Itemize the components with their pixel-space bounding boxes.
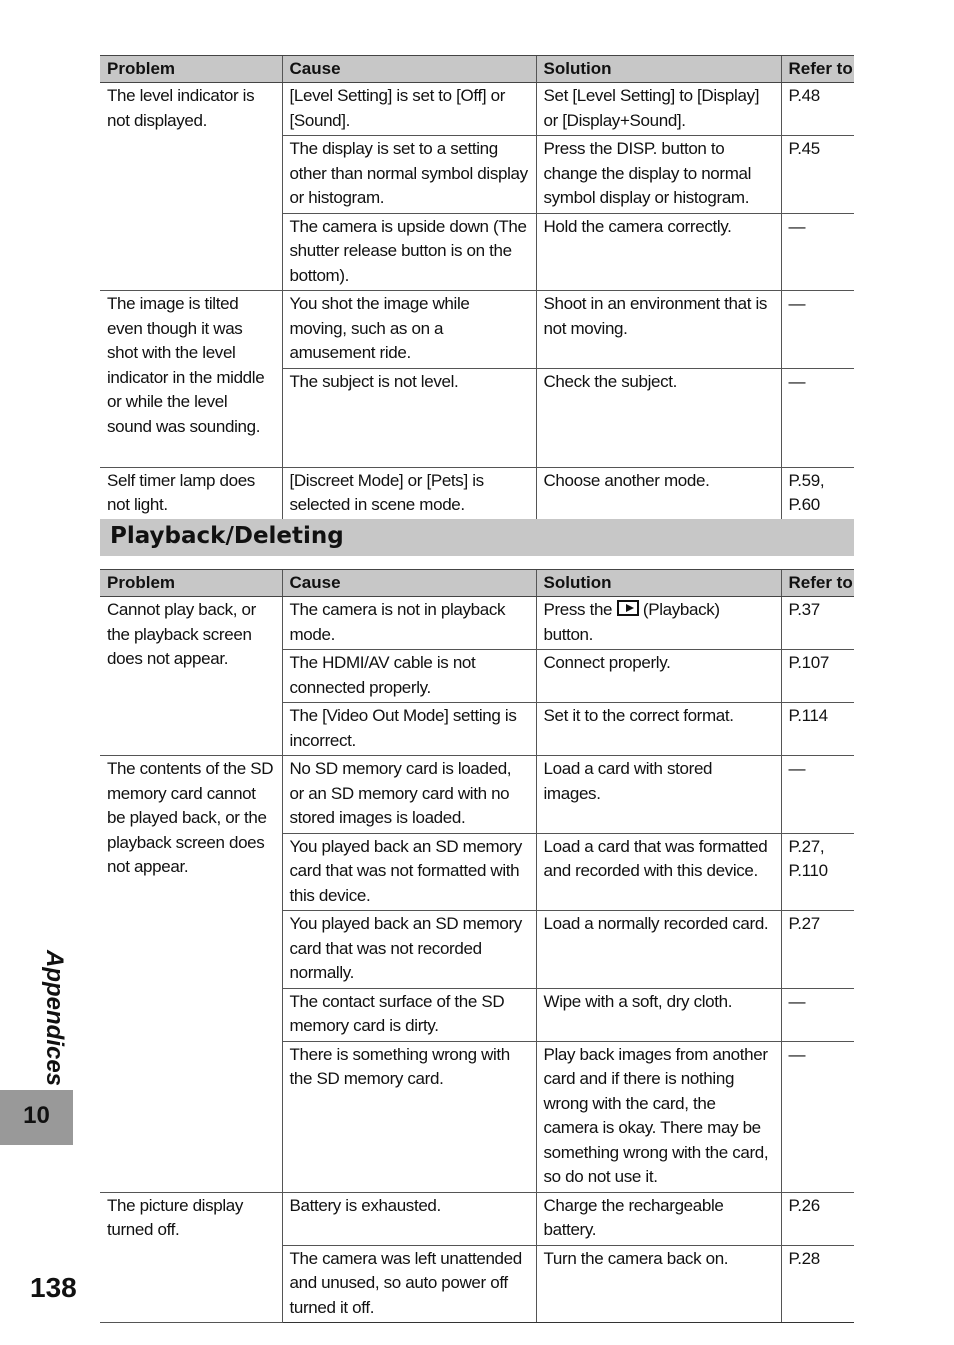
chapter-tab [0, 1090, 73, 1145]
solution-cell: Hold the camera correctly. [536, 213, 781, 291]
cause-cell: There is something wrong with the SD memory card. [282, 1041, 536, 1192]
refer-cell: P.107 [781, 650, 854, 703]
header-solution: Solution [536, 570, 781, 597]
table-row [100, 83, 854, 136]
header-refer-to: Refer to [781, 56, 854, 83]
page-number: 138 [30, 1272, 77, 1303]
table-row [100, 756, 854, 834]
problem-cell: Self timer lamp does not light. [100, 467, 282, 520]
solution-cell: Charge the rechargeable battery. [536, 1192, 781, 1245]
refer-cell: — [781, 756, 854, 834]
problem-cell: The image is tilted even though it was shot with the level indicator in the middle or while the level sound was sounding. [100, 291, 282, 468]
refer-cell: — [781, 988, 854, 1041]
refer-cell: — [781, 213, 854, 291]
refer-cell [781, 467, 854, 520]
table-row [100, 291, 854, 369]
troubleshooting-table-shooting [100, 55, 854, 521]
cause-cell: [Discreet Mode] or [Pets] is selected in scene mode. [282, 467, 536, 520]
section-heading-bar [100, 519, 854, 556]
solution-cell: Load a card with stored images. [536, 756, 781, 834]
table-header-row [100, 570, 854, 597]
cause-cell: The display is set to a setting other than normal symbol display or histogram. [282, 136, 536, 214]
table-row [100, 1192, 854, 1245]
refer-cell: — [781, 291, 854, 369]
cause-cell: No SD memory card is loaded, or an SD memory card with no stored images is loaded. [282, 756, 536, 834]
solution-text: (Playback) button. [543, 600, 720, 644]
header-cause: Cause [282, 56, 536, 83]
header-solution: Solution [536, 56, 781, 83]
solution-cell: Connect properly. [536, 650, 781, 703]
solution-text: Press the [543, 600, 613, 619]
refer-line: P.60 [788, 495, 820, 514]
section-title: Playback/Deleting [110, 523, 344, 549]
solution-cell: Load a normally recorded card. [536, 911, 781, 989]
solution-cell: Play back images from another card and if there is nothing wrong with the card, the camera is okay. There may be something wrong with the card, so do not use it. [536, 1041, 781, 1192]
problem-cell: Cannot play back, or the playback screen does not appear. [100, 597, 282, 756]
problem-cell: The level indicator is not displayed. [100, 83, 282, 291]
refer-cell: P.37 [781, 597, 854, 650]
troubleshooting-table-playback [100, 569, 854, 1323]
refer-cell: P.48 [781, 83, 854, 136]
solution-cell: Choose another mode. [536, 467, 781, 520]
refer-cell: P.114 [781, 703, 854, 756]
cause-cell: The HDMI/AV cable is not connected properly. [282, 650, 536, 703]
chapter-number: 10 [23, 1102, 50, 1129]
header-cause: Cause [282, 570, 536, 597]
refer-cell [781, 833, 854, 911]
solution-cell: Set it to the correct format. [536, 703, 781, 756]
refer-cell: — [781, 1041, 854, 1192]
solution-cell: Wipe with a soft, dry cloth. [536, 988, 781, 1041]
solution-cell: Turn the camera back on. [536, 1245, 781, 1323]
cause-cell: The camera is upside down (The shutter release button is on the bottom). [282, 213, 536, 291]
header-problem: Problem [100, 56, 282, 83]
header-problem: Problem [100, 570, 282, 597]
problem-cell: The picture display turned off. [100, 1192, 282, 1323]
cause-cell: The camera was left unattended and unused, so auto power off turned it off. [282, 1245, 536, 1323]
cause-cell: The camera is not in playback mode. [282, 597, 536, 650]
refer-line: P.59, [788, 470, 825, 490]
refer-line: P.27, [788, 836, 825, 856]
header-refer-to: Refer to [781, 570, 854, 597]
solution-cell [536, 597, 781, 650]
cause-cell: Battery is exhausted. [282, 1192, 536, 1245]
cause-cell: The contact surface of the SD memory card is dirty. [282, 988, 536, 1041]
refer-cell: P.28 [781, 1245, 854, 1323]
cause-cell: The [Video Out Mode] setting is incorrect. [282, 703, 536, 756]
playback-icon [617, 600, 639, 616]
cause-cell: [Level Setting] is set to [Off] or [Sound]. [282, 83, 536, 136]
refer-cell: — [781, 368, 854, 467]
refer-cell: P.27 [781, 911, 854, 989]
solution-cell: Check the subject. [536, 368, 781, 467]
table-header-row [100, 56, 854, 83]
refer-line: P.110 [788, 861, 828, 880]
solution-cell: Shoot in an environment that is not moving. [536, 291, 781, 369]
cause-cell: You played back an SD memory card that was not recorded normally. [282, 911, 536, 989]
problem-cell: The contents of the SD memory card cannot be played back, or the playback screen does not appear. [100, 756, 282, 1193]
table-row [100, 597, 854, 650]
solution-cell: Load a card that was formatted and recorded with this device. [536, 833, 781, 911]
refer-cell: P.26 [781, 1192, 854, 1245]
solution-cell: Set [Level Setting] to [Display] or [Display+Sound]. [536, 83, 781, 136]
cause-cell: You played back an SD memory card that was not formatted with this device. [282, 833, 536, 911]
cause-cell: You shot the image while moving, such as on a amusement ride. [282, 291, 536, 369]
cause-cell: The subject is not level. [282, 368, 536, 467]
solution-cell: Press the DISP. button to change the display to normal symbol display or histogram. [536, 136, 781, 214]
chapter-side-label: Appendices [41, 950, 68, 1087]
refer-cell: P.45 [781, 136, 854, 214]
table-row [100, 467, 854, 520]
